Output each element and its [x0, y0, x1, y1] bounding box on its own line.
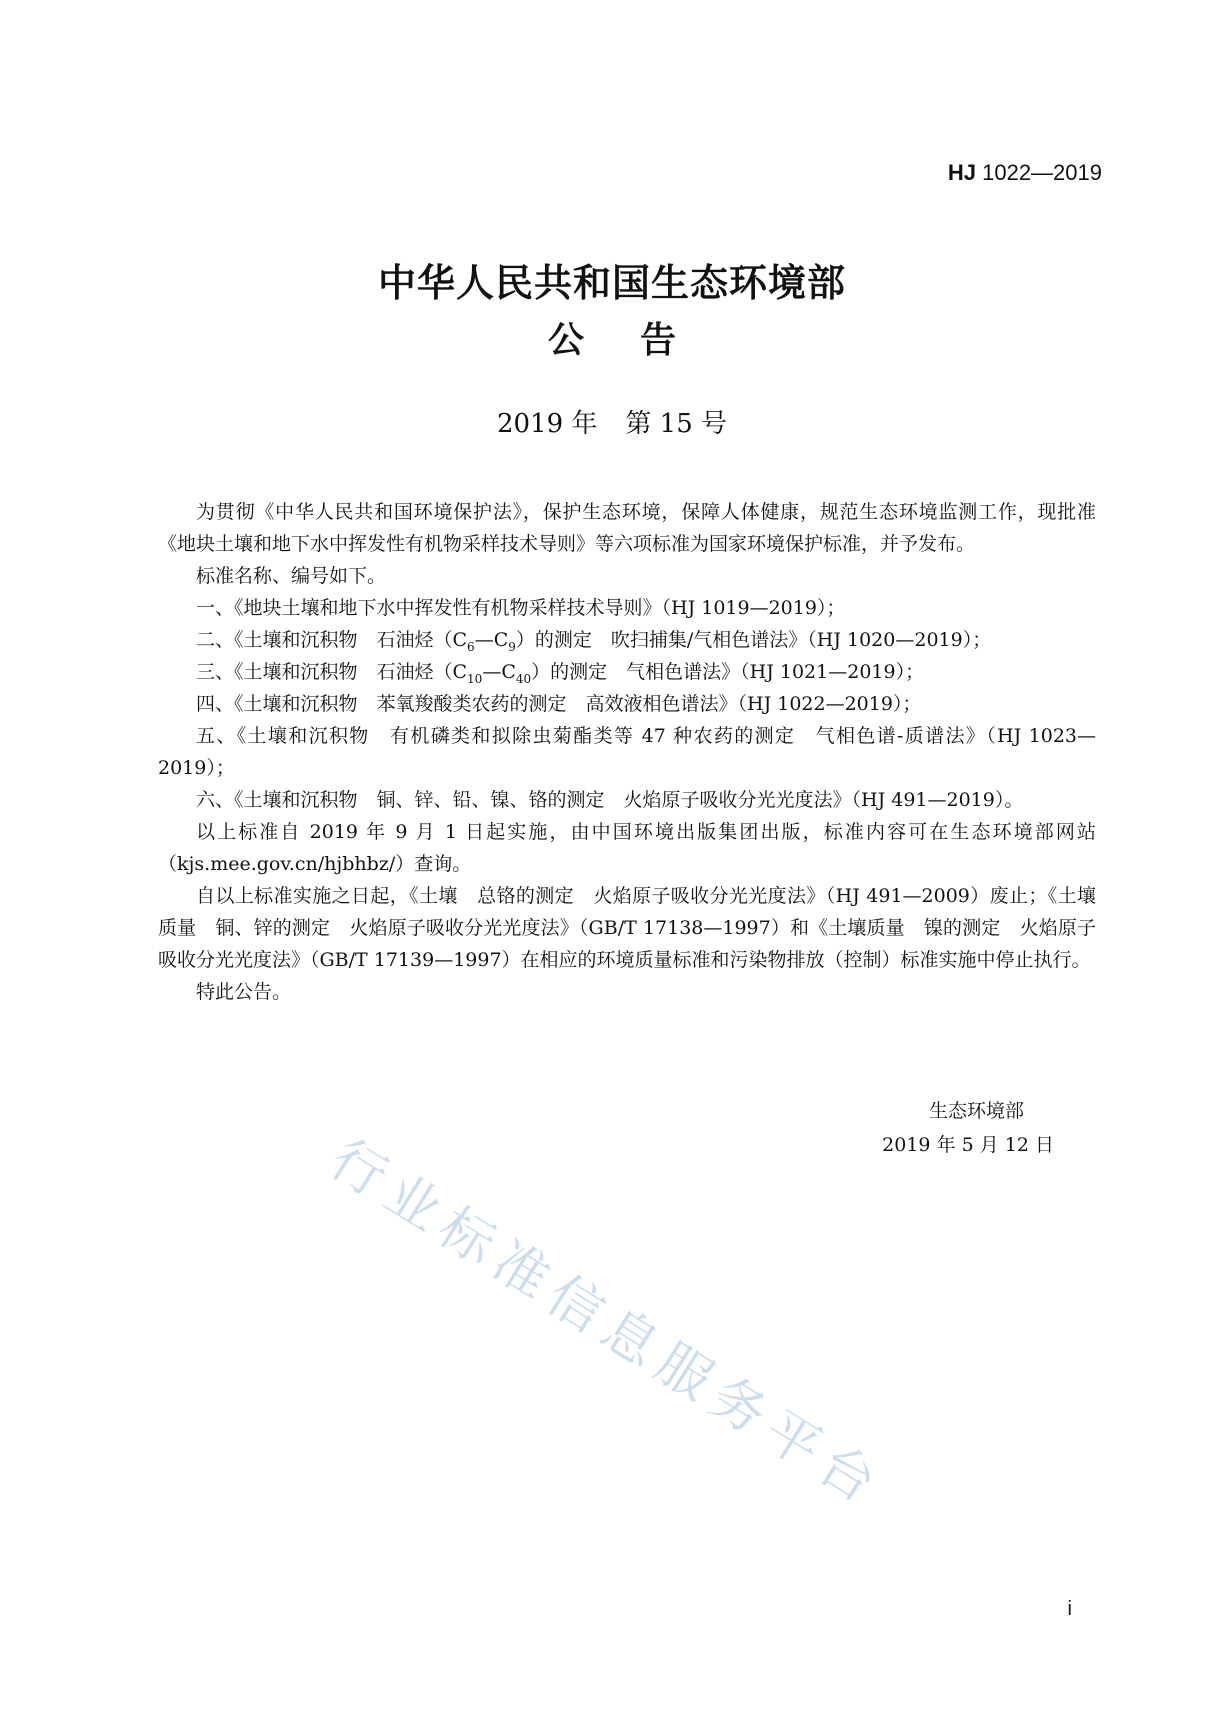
- announcement-title-char-1: 公: [547, 320, 584, 361]
- watermark: 行业标准信息服务平台: [319, 1127, 896, 1520]
- item2-sub1: 6: [467, 639, 475, 654]
- announcement-body: [158, 496, 1096, 1008]
- standard-item-4: 四、《土壤和沉积物 苯氧羧酸类农药的测定 高效液相色谱法》（HJ 1022—2019）；: [196, 693, 922, 715]
- announcement-title-char-2: 告: [640, 320, 677, 361]
- signature-org: 生态环境部: [928, 1100, 1024, 1122]
- item2-mid: —C: [474, 629, 509, 651]
- announcement-title: [0, 312, 1224, 363]
- item3-sub2: 40: [515, 671, 532, 686]
- item2-suffix: ）的测定 吹扫捕集/气相色谱法》（HJ 1020—2019）；: [515, 629, 992, 651]
- list-intro: 标准名称、编号如下。: [196, 565, 387, 587]
- item3-sub1: 10: [467, 671, 483, 686]
- issue-number: [0, 403, 1224, 440]
- implementation-paragraph: 以上标准自 2019 年 9 月 1 日起实施，由中国环境出版集团出版，标准内容可在生态环境部网站（kjs.mee.gov.cn/hjbhbz/）查询。: [158, 821, 1096, 875]
- item3-suffix: ）的测定 气相色谱法》（HJ 1021—2019）；: [531, 661, 925, 683]
- standard-item-5: 五、《土壤和沉积物 有机磷类和拟除虫菊酯类等 47 种农药的测定 气相色谱-质谱法》（HJ 1023—2019）；: [158, 725, 1096, 779]
- page-number: i: [1067, 1598, 1072, 1620]
- standard-item-3: [158, 656, 1096, 688]
- abolish-paragraph: 自以上标准实施之日起，《土壤 总铬的测定 火焰原子吸收分光光度法》（HJ 491—2009）废止；《土壤质量 铜、锌的测定 火焰原子吸收分光光度法》（GB/T 17138—1997）和《土壤质量 镍的测定 火焰原子吸收分光光度法》（GB/T 17139—1997）在相应的环境质量标准和污染物排放（控制）标准实施中停止执行。: [158, 885, 1096, 971]
- closing-line: 特此公告。: [196, 981, 292, 1003]
- standard-item-6: 六、《土壤和沉积物 铜、锌、铅、镍、铬的测定 火焰原子吸收分光光度法》（HJ 491—2019）。: [196, 789, 1024, 811]
- issue-year: 2019 年: [496, 409, 598, 439]
- item2-sub2: 9: [508, 639, 516, 654]
- ministry-title: 中华人民共和国生态环境部: [377, 261, 846, 305]
- item3-prefix: 三、《土壤和沉积物 石油烃（C: [196, 661, 468, 683]
- item3-mid: —C: [482, 661, 516, 683]
- signature-date: 2019 年 5 月 12 日: [882, 1134, 1054, 1156]
- standard-code-prefix: HJ: [947, 160, 976, 185]
- standard-item-2: [158, 624, 1096, 656]
- standard-code: [948, 160, 1102, 186]
- intro-paragraph: 为贯彻《中华人民共和国环境保护法》，保护生态环境，保障人体健康，规范生态环境监测工作，现批准《地块土壤和地下水中挥发性有机物采样技术导则》等六项标准为国家环境保护标准，并予发布。: [158, 501, 1096, 555]
- signature-block: [882, 1094, 1054, 1162]
- item2-prefix: 二、《土壤和沉积物 石油烃（C: [196, 629, 468, 651]
- issue-no: 第 15 号: [625, 409, 728, 439]
- standard-item-1: 一、《地块土壤和地下水中挥发性有机物采样技术导则》（HJ 1019—2019）；: [196, 597, 846, 619]
- standard-code-number: 1022—2019: [982, 160, 1102, 185]
